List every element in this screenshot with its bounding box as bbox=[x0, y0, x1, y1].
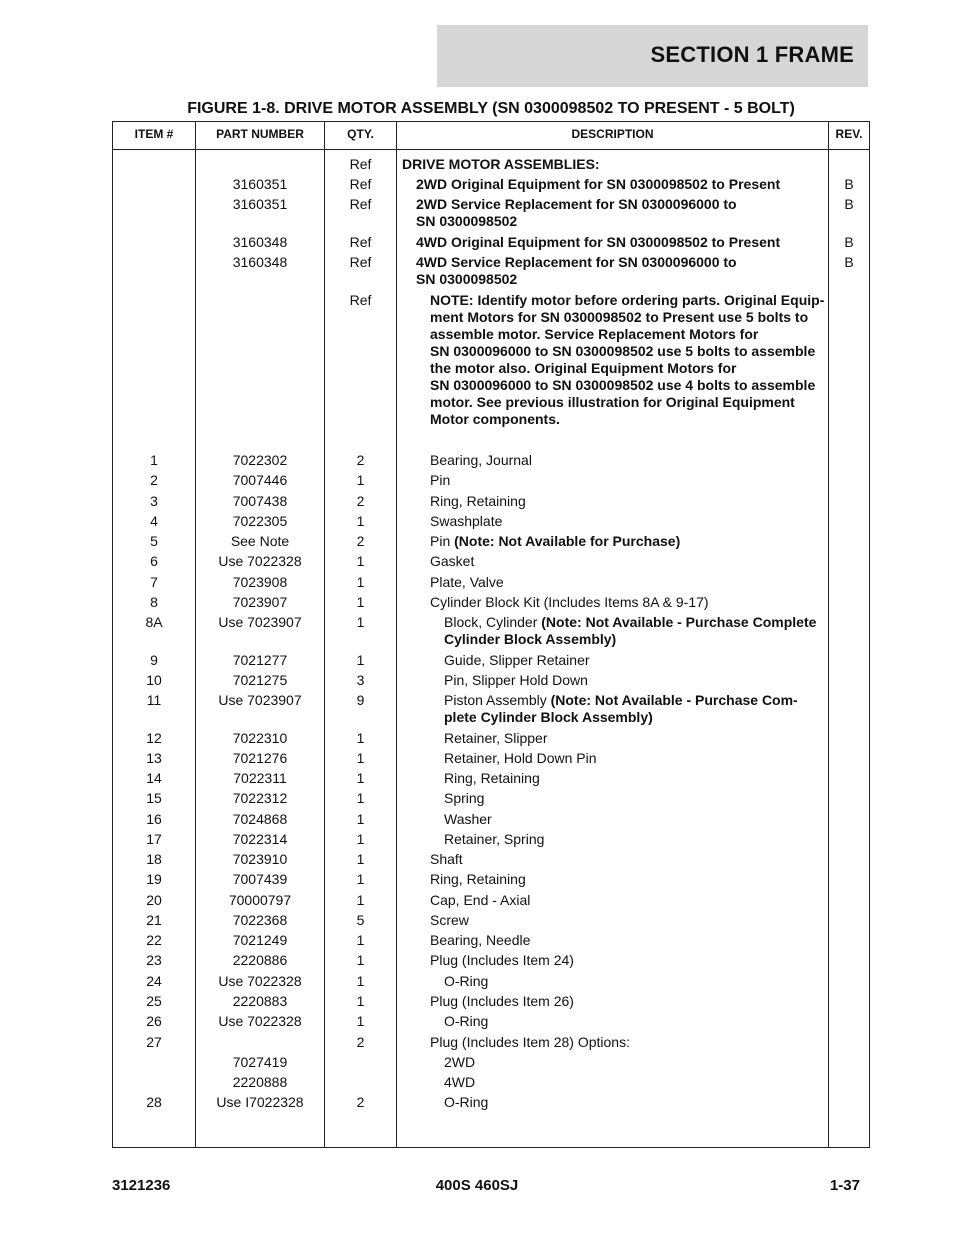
part-number-cell: 2220883 bbox=[232, 993, 288, 1009]
description-cell bbox=[400, 1074, 872, 1091]
item-cell: 17 bbox=[146, 831, 162, 847]
description-text: O-Ring bbox=[444, 1013, 489, 1029]
part-number-cell: 7023907 bbox=[232, 594, 288, 610]
description-text: 4WD bbox=[444, 1074, 476, 1090]
description-text: 4WD Original Equipment for SN 0300098502 to Present bbox=[416, 234, 781, 250]
description-note: (Note: Not Available - Purchase Com- plete Cylinder Block Assembly) bbox=[444, 692, 798, 725]
footer-page-number: 1-37 bbox=[829, 1177, 860, 1194]
description-text: Cylinder Block Kit (Includes Items 8A & 9-17) bbox=[430, 594, 709, 610]
description-cell bbox=[400, 493, 858, 510]
description-text: Gasket bbox=[430, 553, 475, 569]
description-cell bbox=[400, 811, 872, 828]
qty-cell: Ref bbox=[349, 156, 372, 172]
description-cell bbox=[400, 973, 872, 990]
qty-cell: Ref bbox=[349, 292, 372, 308]
part-number-cell: 7022310 bbox=[232, 730, 288, 746]
description-cell bbox=[400, 750, 872, 767]
description-cell bbox=[400, 513, 858, 530]
qty-cell: Ref bbox=[349, 196, 372, 212]
description-cell bbox=[400, 1094, 872, 1111]
description-text: DRIVE MOTOR ASSEMBLIES: bbox=[402, 156, 600, 172]
item-cell: 15 bbox=[146, 790, 162, 806]
description-cell bbox=[400, 452, 858, 469]
description-cell bbox=[400, 292, 858, 428]
rev-cell: B bbox=[844, 234, 854, 250]
description-text: Pin bbox=[430, 533, 455, 549]
section-title: SECTION 1 FRAME bbox=[650, 42, 854, 67]
column-divider bbox=[396, 122, 397, 1147]
part-number-cell: 70000797 bbox=[228, 892, 292, 908]
header-description: DESCRIPTION bbox=[571, 127, 654, 141]
part-number-cell: Use 7023907 bbox=[218, 692, 302, 708]
header-part-number: PART NUMBER bbox=[216, 127, 304, 141]
part-number-cell: 7023908 bbox=[232, 574, 288, 590]
description-text: Ring, Retaining bbox=[444, 770, 540, 786]
qty-cell: 1 bbox=[356, 851, 365, 867]
qty-cell: Ref bbox=[349, 254, 372, 270]
description-text: Ring, Retaining bbox=[430, 493, 526, 509]
description-cell bbox=[400, 1034, 858, 1051]
qty-cell: 1 bbox=[356, 652, 365, 668]
part-number-cell: 7021277 bbox=[232, 652, 288, 668]
description-text: Swashplate bbox=[430, 513, 503, 529]
description-text: NOTE: Identify motor before ordering parts. Original Equip- ment Motors for SN 0300098502 to Present use 5 bolts to assemble motor. Service Replacement Motors for SN 0300096000 to SN 0300098502 use 5 bolts to assemble the motor also. Original Equipment Motors for SN 0300096000 to SN 0300098502 use 4 bolts to assemble motor. See previous illustration for Original Equipment Motor components. bbox=[430, 292, 825, 427]
part-number-cell: 7021275 bbox=[232, 672, 288, 688]
description-cell bbox=[400, 1013, 872, 1030]
item-cell: 27 bbox=[146, 1034, 162, 1050]
item-cell: 23 bbox=[146, 952, 162, 968]
description-cell bbox=[400, 652, 872, 669]
qty-cell: 1 bbox=[356, 790, 365, 806]
qty-cell: 1 bbox=[356, 871, 365, 887]
item-cell: 8A bbox=[145, 614, 163, 630]
qty-cell: 2 bbox=[356, 1034, 365, 1050]
header-rev: REV. bbox=[835, 127, 863, 141]
description-cell bbox=[400, 156, 830, 173]
description-text: Guide, Slipper Retainer bbox=[444, 652, 590, 668]
description-cell bbox=[400, 176, 844, 193]
description-text: Plug (Includes Item 24) bbox=[430, 952, 574, 968]
item-cell: 8 bbox=[150, 594, 158, 610]
qty-cell: 1 bbox=[356, 472, 365, 488]
part-number-cell: 7023910 bbox=[232, 851, 288, 867]
description-cell bbox=[400, 770, 872, 787]
description-cell bbox=[400, 574, 858, 591]
description-text: 4WD Service Replacement for SN 0300096000 to SN 0300098502 bbox=[416, 254, 737, 287]
item-cell: 26 bbox=[146, 1013, 162, 1029]
rev-cell: B bbox=[844, 196, 854, 212]
description-cell bbox=[400, 993, 858, 1010]
qty-cell: 1 bbox=[356, 973, 365, 989]
item-cell: 13 bbox=[146, 750, 162, 766]
header-item: ITEM # bbox=[134, 127, 174, 141]
figure-title: FIGURE 1-8. DRIVE MOTOR ASSEMBLY (SN 0300098502 TO PRESENT - 5 BOLT) bbox=[187, 100, 795, 117]
description-text: Retainer, Hold Down Pin bbox=[444, 750, 597, 766]
description-text: Screw bbox=[430, 912, 469, 928]
qty-cell: 1 bbox=[356, 1013, 365, 1029]
description-cell bbox=[400, 254, 844, 288]
description-cell bbox=[400, 790, 872, 807]
item-cell: 4 bbox=[150, 513, 158, 529]
description-cell bbox=[400, 614, 872, 648]
description-cell bbox=[400, 692, 872, 726]
qty-cell: 1 bbox=[356, 750, 365, 766]
description-text: Bearing, Journal bbox=[430, 452, 532, 468]
qty-cell: 1 bbox=[356, 614, 365, 630]
qty-cell: 2 bbox=[356, 533, 365, 549]
description-text: Retainer, Slipper bbox=[444, 730, 548, 746]
description-cell bbox=[400, 851, 858, 868]
qty-cell: 1 bbox=[356, 993, 365, 1009]
description-cell bbox=[400, 672, 872, 689]
description-text: Retainer, Spring bbox=[444, 831, 545, 847]
part-number-cell: 2220886 bbox=[232, 952, 288, 968]
footer-model: 400S 460SJ bbox=[435, 1177, 519, 1194]
parts-table bbox=[112, 121, 870, 1148]
description-text: Spring bbox=[444, 790, 485, 806]
description-text: 2WD Service Replacement for SN 0300096000 to SN 0300098502 bbox=[416, 196, 737, 229]
part-number-cell: 3160351 bbox=[232, 176, 288, 192]
rev-cell: B bbox=[844, 254, 854, 270]
item-cell: 19 bbox=[146, 871, 162, 887]
description-text: O-Ring bbox=[444, 1094, 489, 1110]
item-cell: 21 bbox=[146, 912, 162, 928]
item-cell: 7 bbox=[150, 574, 158, 590]
qty-cell: 5 bbox=[356, 912, 365, 928]
part-number-cell: Use I7022328 bbox=[216, 1094, 304, 1110]
part-number-cell: 2220888 bbox=[232, 1074, 288, 1090]
item-cell: 12 bbox=[146, 730, 162, 746]
header-qty: QTY. bbox=[347, 127, 374, 141]
qty-cell: 1 bbox=[356, 952, 365, 968]
part-number-cell: 7022311 bbox=[233, 770, 287, 786]
part-number-cell: 7022302 bbox=[232, 452, 288, 468]
qty-cell: 1 bbox=[356, 831, 365, 847]
item-cell: 22 bbox=[146, 932, 162, 948]
part-number-cell: See Note bbox=[230, 533, 290, 549]
qty-cell: 1 bbox=[356, 574, 365, 590]
description-cell bbox=[400, 472, 858, 489]
qty-cell: 9 bbox=[356, 692, 365, 708]
description-note: (Note: Not Available - Purchase Complete Cylinder Block Assembly) bbox=[444, 614, 817, 647]
qty-cell: 1 bbox=[356, 770, 365, 786]
item-cell: 11 bbox=[146, 692, 162, 708]
part-number-cell: 7022305 bbox=[232, 513, 288, 529]
description-text: Ring, Retaining bbox=[430, 871, 526, 887]
description-text: Bearing, Needle bbox=[430, 932, 531, 948]
table-header bbox=[113, 122, 869, 150]
item-cell: 14 bbox=[146, 770, 162, 786]
item-cell: 25 bbox=[146, 993, 162, 1009]
description-note: (Note: Not Available for Purchase) bbox=[454, 533, 681, 549]
description-cell bbox=[400, 952, 858, 969]
qty-cell: Ref bbox=[349, 176, 372, 192]
item-cell: 10 bbox=[146, 672, 162, 688]
description-text: 2WD Original Equipment for SN 0300098502 to Present bbox=[416, 176, 781, 192]
part-number-cell: 7027419 bbox=[232, 1054, 288, 1070]
item-cell: 24 bbox=[146, 973, 162, 989]
qty-cell: 1 bbox=[356, 811, 365, 827]
part-number-cell: Use 7023907 bbox=[218, 614, 302, 630]
description-text: Plug (Includes Item 28) Options: bbox=[430, 1034, 630, 1050]
qty-cell: Ref bbox=[349, 234, 372, 250]
part-number-cell: 7024868 bbox=[232, 811, 288, 827]
description-cell bbox=[400, 1054, 872, 1071]
part-number-cell: 7022368 bbox=[232, 912, 288, 928]
part-number-cell: Use 7022328 bbox=[218, 1013, 302, 1029]
qty-cell: 2 bbox=[356, 452, 365, 468]
part-number-cell: 7007438 bbox=[232, 493, 288, 509]
description-cell bbox=[400, 196, 844, 230]
part-number-cell: 7007446 bbox=[232, 472, 288, 488]
description-text: Cap, End - Axial bbox=[430, 892, 531, 908]
part-number-cell: 7022314 bbox=[232, 831, 288, 847]
part-number-cell: 3160348 bbox=[232, 234, 288, 250]
part-number-cell: 7007439 bbox=[232, 871, 288, 887]
qty-cell: 2 bbox=[356, 493, 365, 509]
description-text: 2WD bbox=[444, 1054, 476, 1070]
qty-cell: 1 bbox=[356, 553, 365, 569]
description-text: Plug (Includes Item 26) bbox=[430, 993, 574, 1009]
section-header-band bbox=[437, 25, 868, 87]
qty-cell: 1 bbox=[356, 932, 365, 948]
part-number-cell: 3160348 bbox=[232, 254, 288, 270]
description-text: Pin bbox=[430, 472, 451, 488]
description-text: Shaft bbox=[430, 851, 463, 867]
part-number-cell: 7021249 bbox=[232, 932, 288, 948]
part-number-cell: 7021276 bbox=[232, 750, 288, 766]
footer-doc-number: 3121236 bbox=[112, 1177, 171, 1194]
qty-cell: 1 bbox=[356, 513, 365, 529]
description-cell bbox=[400, 553, 858, 570]
description-cell bbox=[400, 932, 858, 949]
description-cell bbox=[400, 533, 858, 550]
item-cell: 2 bbox=[150, 472, 158, 488]
item-cell: 5 bbox=[150, 533, 158, 549]
part-number-cell: 7022312 bbox=[232, 790, 288, 806]
part-number-cell: Use 7022328 bbox=[218, 973, 302, 989]
description-cell bbox=[400, 892, 858, 909]
description-cell bbox=[400, 234, 844, 251]
part-number-cell: Use 7022328 bbox=[218, 553, 302, 569]
qty-cell: 3 bbox=[356, 672, 365, 688]
item-cell: 20 bbox=[146, 892, 162, 908]
item-cell: 18 bbox=[146, 851, 162, 867]
description-text: Plate, Valve bbox=[430, 574, 504, 590]
description-cell bbox=[400, 594, 858, 611]
description-text: Pin, Slipper Hold Down bbox=[444, 672, 588, 688]
item-cell: 28 bbox=[146, 1094, 162, 1110]
item-cell: 9 bbox=[150, 652, 158, 668]
description-text: Washer bbox=[444, 811, 492, 827]
qty-cell: 1 bbox=[356, 594, 365, 610]
description-cell bbox=[400, 730, 872, 747]
description-cell bbox=[400, 871, 858, 888]
item-cell: 3 bbox=[150, 493, 158, 509]
qty-cell: 2 bbox=[356, 1094, 365, 1110]
description-cell bbox=[400, 831, 872, 848]
description-text: O-Ring bbox=[444, 973, 489, 989]
qty-cell: 1 bbox=[356, 730, 365, 746]
qty-cell: 1 bbox=[356, 892, 365, 908]
description-text: Piston Assembly bbox=[444, 692, 551, 708]
description-cell bbox=[400, 912, 858, 929]
item-cell: 16 bbox=[146, 811, 162, 827]
part-number-cell: 3160351 bbox=[232, 196, 288, 212]
description-text: Block, Cylinder bbox=[444, 614, 542, 630]
rev-cell: B bbox=[844, 176, 854, 192]
item-cell: 1 bbox=[150, 452, 158, 468]
item-cell: 6 bbox=[150, 553, 158, 569]
